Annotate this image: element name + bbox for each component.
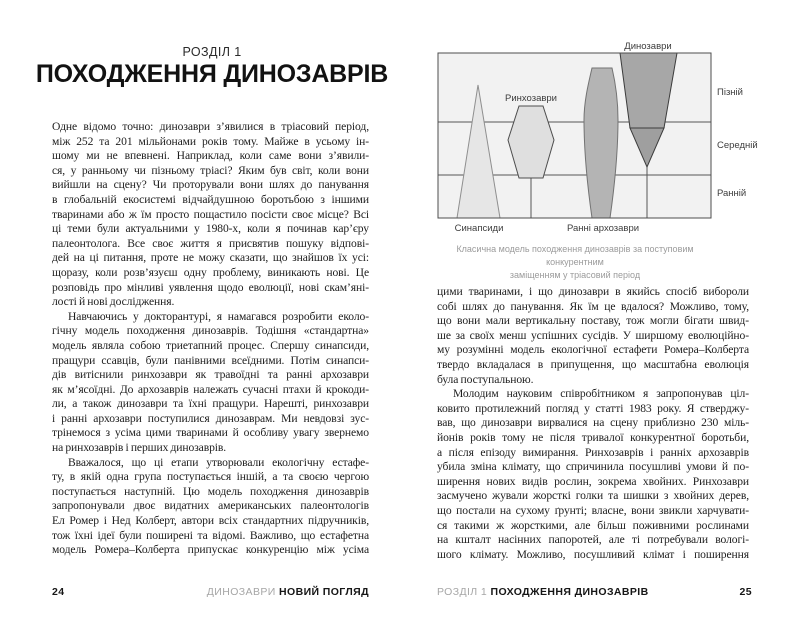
text-line: Молодим науковим співробітником я запропонував ціл-: [453, 387, 749, 401]
early-archosaurs-label: Ранні архозаври: [566, 223, 640, 234]
text-line: убила зміна клімату, що спричинила посушливі умови й по-: [437, 460, 749, 474]
text-line: собі шлях до панування. Як їм це вдалося? Можливо, тому,: [437, 299, 749, 313]
figure-caption-line: заміщенням у тріасовий період: [509, 270, 641, 280]
text-line: засмучено жували жорсткі голки та шишки з хвойних дерев,: [437, 489, 749, 503]
running-chapter-number: РОЗДІЛ 1: [437, 586, 488, 598]
text-line: цими тваринами, і що динозаври в якийсь спосіб вибороли: [437, 285, 749, 298]
text-line: Ел Ромер і Нед Колберт, автори всіх стандартних підручників,: [52, 514, 369, 528]
paragraph: [52, 120, 369, 310]
text-line: запропонували двоє видатних американських палеонтологів: [52, 499, 369, 513]
figure-caption: [437, 243, 713, 282]
text-line: як м’ясоїдні. До архозаврів належать сучасні птахи й крокоди-: [52, 382, 369, 396]
text-line: ся, у ранньому чи пізньому тріасі? Яким був світ, коли вони: [52, 163, 369, 177]
text-line: на кшталт насінних папоротей, але ті потребували вологі-: [437, 533, 749, 547]
right-text-column: [437, 285, 749, 562]
paragraph: [437, 285, 749, 387]
left-footer: [52, 586, 369, 598]
dinosaurs-label: Динозаври: [624, 41, 672, 52]
left-text-column: [52, 120, 369, 558]
chapter-kicker: РОЗДІЛ 1: [182, 45, 242, 59]
text-line: на ринхозаврів і перших динозаврів.: [52, 441, 227, 455]
text-line: Одне відомо точно: динозаври з’явилися в тріасовий період,: [52, 120, 369, 133]
text-line: модель Ромера–Колберта припускає конкуренцію між усіма: [52, 543, 369, 557]
text-line: між 252 та 201 мільйонами років тому. Майже в усьому ін-: [52, 134, 369, 148]
synapsids-label: Синапсиди: [454, 223, 504, 234]
text-line: Вважалося, що ці етапи утворювали екологічну естафе-: [68, 455, 369, 469]
diagram-svg: [437, 40, 767, 240]
text-line: шому ми не впевнені. Наприклад, коли саме вони з’явили-: [52, 149, 369, 163]
stage-label-early: Ранній: [717, 188, 747, 199]
text-line: пращури ссавців, були панівними всеїдними. Потім синапси-: [52, 353, 369, 367]
text-line: шого клімату. Можливо, посушливий клімат і поширення: [437, 547, 749, 561]
text-line: модель являла собою триетапний процес. Спершу синапсиди,: [52, 338, 369, 352]
text-line: ковито протилежний погляд у статті 1983 року. Я стверджу-: [437, 401, 749, 415]
text-line: дей на ці питання, проте не можу сказати, що знайшов їх усі:: [52, 251, 369, 265]
paragraph: [52, 456, 369, 558]
early-archosaurs-shape: [584, 68, 618, 218]
stage-label-late: Пізній: [717, 87, 743, 98]
rhynchosaurs-label: Ринхозаври: [505, 93, 557, 104]
text-line: дів витіснили ринхозаври як травоїдні та ранні архозаври: [52, 368, 369, 382]
text-line: ше за своїх менш успішних сусідів. У ширшому еволюційно-: [437, 328, 749, 342]
dinosaur-origin-diagram: [437, 40, 767, 240]
figure-caption-line: Класична модель походження динозаврів за поступовим конкурентним: [456, 244, 694, 267]
text-line: ту, в якій одна група поступається іншій, а та своєю чергою: [52, 470, 369, 484]
text-line: ці теми були актуальними у 1980-х, коли я починав кар’єру: [52, 222, 369, 236]
text-line: ли, а також динозаври та їхні пращури. Нарешті, ринхозаври: [52, 397, 369, 411]
text-line: му розумінні модель екологічної естафети Ромера–Колберта: [437, 343, 749, 357]
running-title: [207, 586, 369, 598]
text-line: палеонтолога. Все своє життя я присвятив пошуку відпові-: [52, 236, 369, 250]
text-line: розповідь про мінливі уявлення щодо еволюції, нові скам’яні-: [52, 280, 369, 294]
running-title-book: НОВИЙ ПОГЛЯД: [279, 586, 369, 598]
text-line: щоразу, коли розв’язуєш одну проблему, виникають нові. Це: [52, 265, 369, 279]
text-line: а після епізоду вимирання. Ринхозаврів і ранніх архозаврів: [437, 445, 749, 459]
page-number-left: 24: [52, 586, 65, 598]
text-line: була поступальною.: [437, 372, 534, 386]
paragraph: [437, 387, 749, 562]
text-line: трінемося з усіма цими тваринами й особливу увагу звернемо: [52, 426, 369, 440]
text-line: ширення нових видів рослин, зокрема хвойних. Ринхозаври: [437, 474, 749, 488]
text-line: твердо вкладалася в припущення, що масштабна еволюція: [437, 357, 749, 371]
text-line: що постали на сухому ґрунті; власне, вони звикли харчувати-: [437, 503, 749, 517]
running-chapter: [437, 586, 649, 598]
chapter-title: ПОХОДЖЕННЯ ДИНОЗАВРІВ: [35, 60, 389, 88]
text-line: йонів років тому не після тривалої конкурентної боротьби,: [437, 430, 749, 444]
running-title-series: ДИНОЗАВРИ: [206, 586, 276, 598]
text-line: ся такими ж жорсткими, але більш поживними рослинами: [437, 518, 749, 532]
text-line: поступається наступній. Цю модель походження динозаврів: [52, 484, 369, 498]
right-footer: [437, 586, 752, 598]
text-line: лості й нові дослідження.: [52, 295, 175, 309]
text-line: Навчаючись у докторантурі, я намагався розробити еколо-: [68, 309, 369, 323]
page-number-right: 25: [739, 586, 752, 598]
text-line: і ранні архозаври поступилися динозаврам. Ми невдовзі зус-: [52, 411, 369, 425]
text-line: що вони мали вертикальну поставу, тож могли бігати швид-: [437, 314, 749, 328]
text-line: вийшли на сцену? Чи проторували вони шлях до панування: [52, 178, 369, 192]
stage-label-middle: Середній: [717, 140, 758, 151]
paragraph: [52, 310, 369, 456]
text-line: вав, що динозаври вирвалися на сцену приблизно 230 міль-: [437, 416, 749, 430]
text-line: в глобальній екосистемі відчайдушною боротьбою з іншими: [52, 192, 369, 206]
text-line: тваринами або ж їм просто пощастило посісти своє місце? Всі: [52, 207, 369, 221]
running-chapter-title: ПОХОДЖЕННЯ ДИНОЗАВРІВ: [490, 586, 649, 598]
text-line: тож їхні ідеї були поширені та відомі. Важливо, що естафетна: [52, 528, 369, 542]
text-line: гічну модель походження динозаврів. Тодішня «стандартна»: [52, 324, 369, 338]
